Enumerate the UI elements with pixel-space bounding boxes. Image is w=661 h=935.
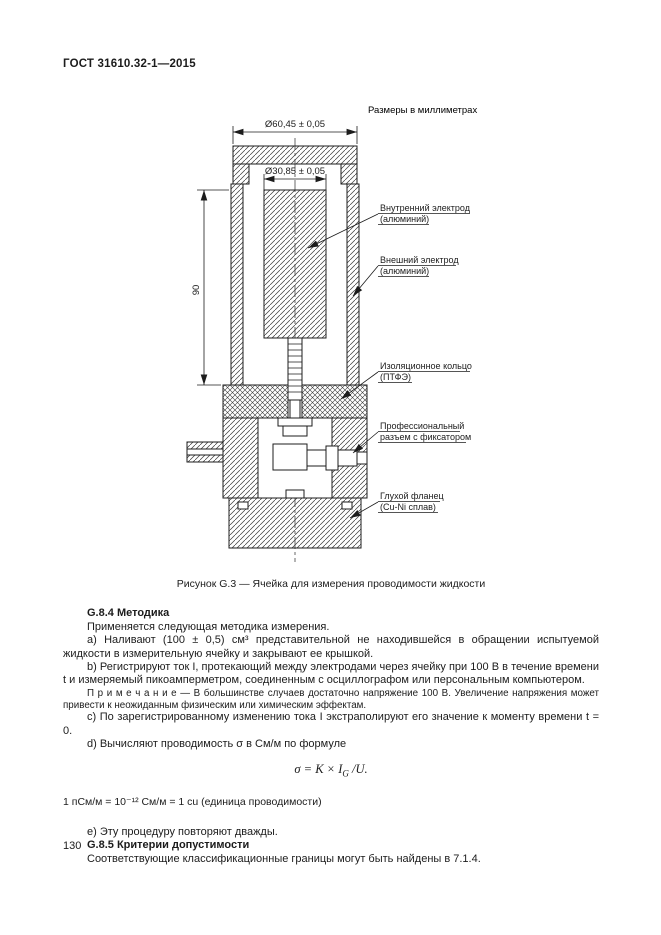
page-number: 130: [63, 840, 82, 852]
dimension-height: [191, 190, 229, 385]
svg-text:Ø30,85 ± 0,05: Ø30,85 ± 0,05: [264, 166, 326, 177]
paragraph-g85: Соответствующие классификационные границы могут быть найдены в 7.1.4.: [87, 852, 481, 865]
svg-text:(ПТФЭ): (ПТФЭ): [380, 372, 411, 382]
label-insulating-ring: [378, 361, 472, 383]
svg-text:Внешний электрод: Внешний электрод: [380, 255, 459, 265]
figure-caption: Рисунок G.3 — Ячейка для измерения проводимости жидкости: [176, 578, 486, 590]
paragraph-item-c: c) По зарегистрированному изменению тока I экстраполируют его значение к моменту времени t = 0.: [63, 711, 599, 737]
svg-text:(алюминий): (алюминий): [380, 214, 430, 224]
document-header: ГОСТ 31610.32-1—2015: [63, 58, 196, 70]
paragraph-units: 1 пСм/м = 10⁻¹² См/м = 1 cu (единица проводимости): [63, 795, 322, 808]
blind-flange: [229, 490, 361, 548]
svg-text:(алюминий): (алюминий): [380, 266, 430, 276]
paragraph-item-a: а) Наливают (100 ± 0,5) см³ представительной не находившейся в обращении испытуемой жидкости в измерительную ячейку и закрывают ее крышкой.: [63, 634, 599, 660]
formula-conductivity: $\sigma = K \times I_G$ /U.: [294, 761, 368, 779]
paragraph-item-d: d) Вычисляют проводимость σ в См/м по формуле: [87, 738, 347, 751]
body-text: [63, 578, 599, 866]
svg-text:(Cu-Ni сплав): (Cu-Ni сплав): [380, 502, 436, 512]
svg-text:Ø60,45 ± 0,05: Ø60,45 ± 0,05: [264, 119, 326, 130]
label-connector: [378, 421, 471, 443]
svg-text:разъем с фиксатором: разъем с фиксатором: [380, 432, 472, 442]
label-inner-electrode: [378, 203, 471, 225]
paragraph-note: П р и м е ч а н и е — В большинстве случаев достаточно напряжение 100 В. Увеличение напряжения может привести к неожиданным физическим или химическим эффектам.: [63, 687, 599, 711]
svg-text:90: 90: [191, 284, 202, 296]
inner-electrode: [264, 190, 326, 418]
part-labels: [378, 203, 472, 513]
label-outer-electrode: [378, 255, 459, 277]
units-note: Размеры в миллиметрах: [368, 105, 478, 116]
side-fitting: [187, 442, 223, 462]
section-heading-g84: G.8.4 Методика: [87, 607, 170, 620]
svg-text:Внутренний электрод: Внутренний электрод: [380, 203, 470, 213]
svg-text:Глухой фланец: Глухой фланец: [380, 491, 444, 501]
svg-text:Профессиональный: Профессиональный: [380, 421, 465, 431]
section-heading-g85: G.8.5 Критерии допустимости: [87, 839, 250, 852]
paragraph-item-b: b) Регистрируют ток I, протекающий между электродами через ячейку при 100 В в течение времени t и измеряемый пикоамперметром, соединенным с осциллографом или персональным компьютером.: [63, 661, 599, 687]
paragraph-intro: Применяется следующая методика измерения.: [87, 620, 330, 633]
svg-text:Изоляционное кольцо: Изоляционное кольцо: [380, 361, 472, 371]
paragraph-item-e: е) Эту процедуру повторяют дважды.: [87, 825, 278, 838]
label-blind-flange: [378, 491, 444, 513]
